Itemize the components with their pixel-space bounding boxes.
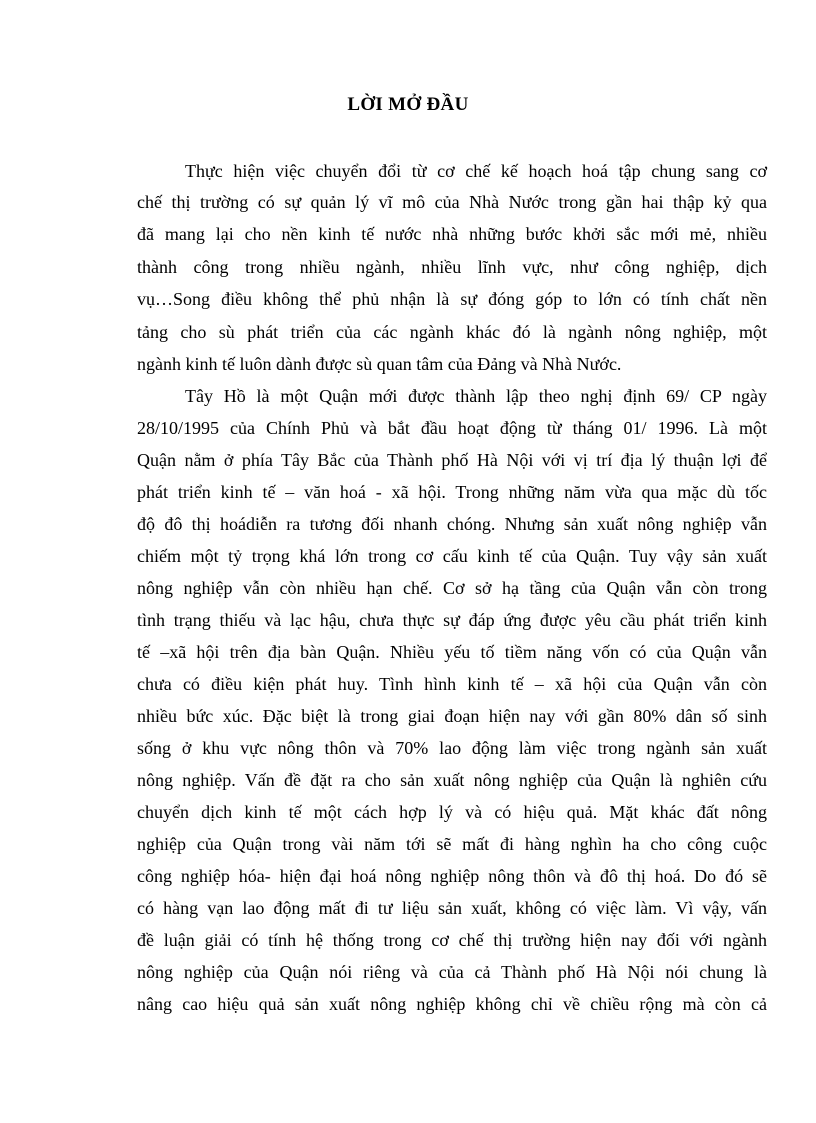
paragraph-line: có hàng vạn lao động mất đi tư liệu sản xuất, không có việc làm. Vì vậy, vấn <box>137 898 767 918</box>
paragraph-line: thành công trong nhiều ngành, nhiều lĩnh vực, như công nghiệp, dịch <box>137 257 767 277</box>
paragraph-line: chưa có điều kiện phát huy. Tình hình kinh tế – xã hội của Quận vẫn còn <box>137 674 767 694</box>
paragraph-line: chiếm một tỷ trọng khá lớn trong cơ cấu kinh tế của Quận. Tuy vậy sản xuất <box>137 546 767 566</box>
paragraph-line: độ đô thị hoádiễn ra tương đối nhanh chóng. Nhưng sản xuất nông nghiệp vẫn <box>137 514 767 534</box>
paragraph-line: 28/10/1995 của Chính Phủ và bắt đầu hoạt động từ tháng 01/ 1996. Là một <box>137 418 767 438</box>
paragraph-line: tình trạng thiếu và lạc hậu, chưa thực sự đáp ứng được yêu cầu phát triển kinh <box>137 610 767 630</box>
paragraph-line: vụ…Song điều không thể phủ nhận là sự đóng góp to lớn có tính chất nền <box>137 289 767 309</box>
paragraph-line: tế –xã hội trên địa bàn Quận. Nhiều yếu tố tiềm năng vốn có của Quận vẫn <box>137 642 767 662</box>
paragraph-line: nông nghiệp của Quận nói riêng và của cả Thành phố Hà Nội nói chung là <box>137 962 767 982</box>
paragraph-line: chế thị trường có sự quản lý vĩ mô của Nhà Nước trong gần hai thập kỷ qua <box>137 192 767 212</box>
paragraph-line: nâng cao hiệu quả sản xuất nông nghiệp không chỉ về chiều rộng mà còn cả <box>137 994 767 1014</box>
paragraph-line: nông nghiệp vẫn còn nhiều hạn chế. Cơ sở hạ tầng của Quận vẫn còn trong <box>137 578 767 598</box>
paragraph-line: Thực hiện việc chuyển đổi từ cơ chế kế hoạch hoá tập chung sang cơ <box>185 161 767 181</box>
paragraph-line: Quận nằm ở phía Tây Bắc của Thành phố Hà Nội với vị trí địa lý thuận lợi để <box>137 450 767 470</box>
paragraph-line: sống ở khu vực nông thôn và 70% lao động làm việc trong ngành sản xuất <box>137 738 767 758</box>
paragraph-line: chuyển dịch kinh tế một cách hợp lý và có hiệu quả. Mặt khác đất nông <box>137 802 767 822</box>
paragraph-line: nông nghiệp. Vấn đề đặt ra cho sản xuất nông nghiệp của Quận là nghiên cứu <box>137 770 767 790</box>
paragraph-line: tảng cho sù phát triển của các ngành khác đó là ngành nông nghiệp, một <box>137 322 767 342</box>
paragraph-line: ngành kinh tế luôn dành được sù quan tâm của Đảng và Nhà Nước. <box>137 354 622 374</box>
paragraph-line: đã mang lại cho nền kinh tế nước nhà những bước khởi sắc mới mẻ, nhiều <box>137 224 767 244</box>
paragraph-line: nhiều bức xúc. Đặc biệt là trong giai đoạn hiện nay với gần 80% dân số sinh <box>137 706 767 726</box>
paragraph-line: đề luận giải có tính hệ thống trong cơ chế thị trường hiện nay đối với ngành <box>137 930 767 950</box>
paragraph-line: công nghiệp hóa- hiện đại hoá nông nghiệp nông thôn và đô thị hoá. Do đó sẽ <box>137 866 767 886</box>
paragraph-line: Tây Hồ là một Quận mới được thành lập theo nghị định 69/ CP ngày <box>185 386 767 406</box>
paragraph-line: phát triển kinh tế – văn hoá - xã hội. Trong những năm vừa qua mặc dù tốc <box>137 482 767 502</box>
page-title: LỜI MỞ ĐẦU <box>347 94 469 115</box>
paragraph-line: nghiệp của Quận trong vài năm tới sẽ mất đi hàng nghìn ha cho công cuộc <box>137 834 767 854</box>
